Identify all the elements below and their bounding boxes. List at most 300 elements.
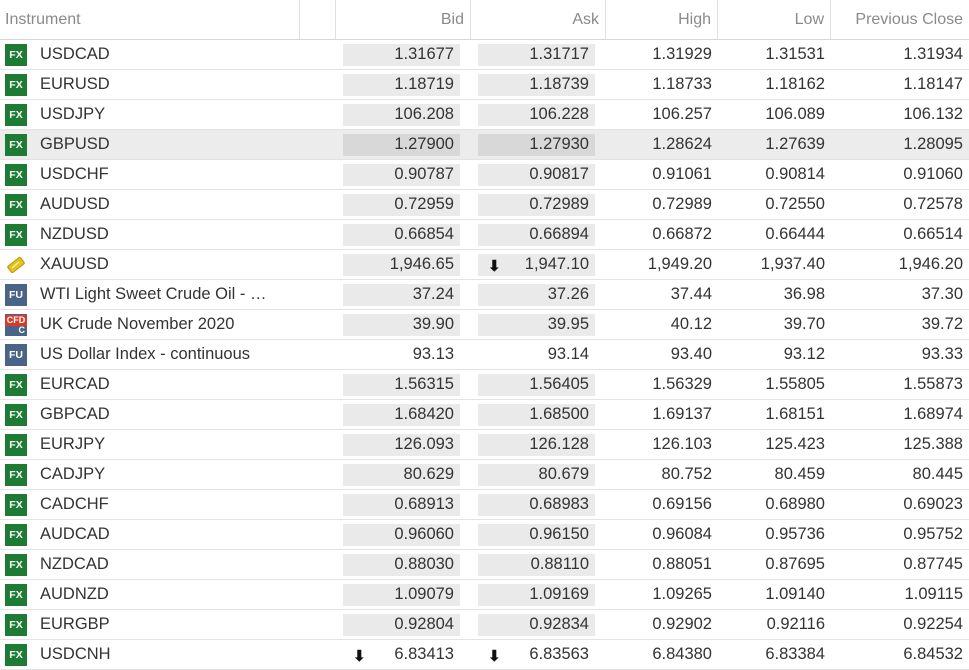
bid-price: 126.093: [394, 435, 454, 453]
bid-cell[interactable]: [336, 550, 471, 579]
bid-cell[interactable]: [336, 220, 471, 249]
instrument-name[interactable]: USDCAD: [40, 45, 110, 63]
high-cell: 126.103: [652, 435, 712, 453]
high-cell: 0.91061: [652, 165, 712, 183]
instrument-name[interactable]: WTI Light Sweet Crude Oil - …: [40, 285, 267, 303]
extra-cell: [300, 430, 336, 459]
high-cell: 106.257: [652, 105, 712, 123]
ask-price-box[interactable]: [478, 554, 595, 576]
high-cell: 0.72989: [652, 195, 712, 213]
table-row[interactable]: [0, 160, 969, 190]
table-row[interactable]: [0, 490, 969, 520]
table-row[interactable]: [0, 610, 969, 640]
ask-price: 39.95: [547, 315, 589, 333]
ask-cell[interactable]: [471, 280, 606, 309]
table-row[interactable]: [0, 400, 969, 430]
grid-header: [0, 0, 969, 40]
bid-cell[interactable]: [336, 190, 471, 219]
ask-price-box[interactable]: [478, 134, 595, 156]
extra-cell: [300, 220, 336, 249]
ask-cell[interactable]: [471, 40, 606, 69]
fx-type-icon: FX: [5, 164, 27, 186]
instrument-cell: [0, 340, 300, 369]
ask-price-box[interactable]: [478, 524, 595, 546]
extra-cell: [300, 280, 336, 309]
cfd-icon-sublabel: C: [18, 324, 25, 335]
table-row[interactable]: [0, 430, 969, 460]
instrument-cell: [0, 640, 300, 669]
bid-price: 1,946.65: [389, 255, 454, 273]
ask-price: 0.90817: [529, 165, 589, 183]
cfd-icon-label: CFD: [6, 314, 26, 325]
fx-type-icon: FX: [5, 644, 27, 666]
bid-cell[interactable]: [336, 460, 471, 489]
table-row[interactable]: [0, 340, 969, 370]
fx-type-icon: FX: [5, 524, 27, 546]
bid-price: 0.66854: [394, 225, 454, 243]
ask-price: 0.96150: [529, 525, 589, 543]
ask-cell[interactable]: [471, 160, 606, 189]
previous-close-cell: 0.66514: [903, 225, 963, 243]
ask-price-box[interactable]: [478, 164, 595, 186]
fx-type-icon: FX: [5, 554, 27, 576]
ask-price: 1,947.10: [524, 255, 589, 273]
bid-price-box[interactable]: [343, 614, 460, 636]
instrument-cell: [0, 220, 300, 249]
extra-cell: [300, 550, 336, 579]
instrument-cell: [0, 580, 300, 609]
ask-cell[interactable]: [471, 460, 606, 489]
extra-cell: [300, 250, 336, 279]
instrument-name[interactable]: GBPUSD: [40, 135, 110, 153]
previous-close-cell: 1.68974: [903, 405, 963, 423]
previous-close-cell: 93.33: [921, 345, 963, 363]
bid-cell[interactable]: [336, 640, 471, 669]
bid-cell[interactable]: [336, 100, 471, 129]
instrument-cell: [0, 40, 300, 69]
ask-price: 126.128: [529, 435, 589, 453]
previous-close-cell: 1.31934: [903, 45, 963, 63]
previous-close-cell: 37.30: [921, 285, 963, 303]
low-cell: 36.98: [783, 285, 825, 303]
extra-cell: [300, 340, 336, 369]
fx-type-icon: FX: [5, 494, 27, 516]
fx-type-icon: FX: [5, 194, 27, 216]
ask-cell[interactable]: [471, 100, 606, 129]
bid-price-box[interactable]: [343, 194, 460, 216]
previous-close-cell: 6.84532: [903, 645, 963, 663]
ask-price-box[interactable]: [478, 404, 595, 426]
ask-cell[interactable]: [471, 310, 606, 339]
instrument-name[interactable]: AUDNZD: [40, 585, 109, 603]
ask-cell[interactable]: [471, 250, 606, 279]
extra-cell: [300, 640, 336, 669]
column-header-previous-close[interactable]: Previous Close: [855, 10, 963, 28]
bid-price-box[interactable]: [343, 554, 460, 576]
fx-type-icon: FX: [5, 434, 27, 456]
high-cell: 1.18733: [652, 75, 712, 93]
table-row[interactable]: [0, 280, 969, 310]
ask-price-box[interactable]: [478, 644, 595, 666]
previous-close-cell: 0.91060: [903, 165, 963, 183]
previous-close-cell: 39.72: [921, 315, 963, 333]
ask-price: 93.14: [547, 345, 589, 363]
ask-price: 0.92834: [529, 615, 589, 633]
instrument-name[interactable]: UK Crude November 2020: [40, 315, 235, 333]
bid-cell[interactable]: [336, 400, 471, 429]
futures-type-icon: FU: [5, 344, 27, 366]
low-cell: 0.95736: [765, 525, 825, 543]
high-cell: 93.40: [670, 345, 712, 363]
high-cell: 1.28624: [652, 135, 712, 153]
bid-cell[interactable]: [336, 520, 471, 549]
bid-price: 0.88030: [394, 555, 454, 573]
low-cell: 1.68151: [765, 405, 825, 423]
table-row[interactable]: [0, 370, 969, 400]
instrument-name[interactable]: USDCNH: [40, 645, 111, 663]
bid-price-box[interactable]: [343, 434, 460, 456]
high-cell: 80.752: [661, 465, 712, 483]
ask-cell[interactable]: [471, 610, 606, 639]
bid-price: 1.31677: [394, 45, 454, 63]
grid-body: [0, 40, 969, 670]
bid-price: 80.629: [403, 465, 454, 483]
ask-price-box[interactable]: [478, 464, 595, 486]
bid-price-box[interactable]: [343, 74, 460, 96]
instrument-cell: [0, 190, 300, 219]
ask-price-box[interactable]: [478, 494, 595, 516]
previous-close-cell: 0.87745: [903, 555, 963, 573]
instrument-cell: [0, 460, 300, 489]
bid-price: 39.90: [412, 315, 454, 333]
fx-type-icon: FX: [5, 374, 27, 396]
ask-cell[interactable]: [471, 490, 606, 519]
ask-price-box[interactable]: [478, 614, 595, 636]
ask-price-box[interactable]: [478, 74, 595, 96]
instrument-cell: [0, 70, 300, 99]
bid-price-box[interactable]: [343, 374, 460, 396]
ask-price: 0.72989: [529, 195, 589, 213]
low-cell: 1.55805: [765, 375, 825, 393]
instrument-name[interactable]: NZDUSD: [40, 225, 109, 243]
instrument-name[interactable]: EURGBP: [40, 615, 110, 633]
previous-close-cell: 0.69023: [903, 495, 963, 513]
ask-price-box[interactable]: [478, 224, 595, 246]
fx-type-icon: FX: [5, 464, 27, 486]
arrow-down-icon: ⬇: [353, 647, 366, 665]
ask-cell[interactable]: [471, 130, 606, 159]
instrument-cell: [0, 310, 300, 339]
ask-price: 0.66894: [529, 225, 589, 243]
column-header-bid[interactable]: Bid: [336, 0, 471, 39]
bid-cell[interactable]: [336, 580, 471, 609]
arrow-down-icon: ⬇: [488, 647, 501, 665]
low-cell: 0.68980: [765, 495, 825, 513]
bid-price: 1.27900: [394, 135, 454, 153]
high-cell: 0.96084: [652, 525, 712, 543]
extra-cell: [300, 190, 336, 219]
bid-price-box[interactable]: [343, 404, 460, 426]
table-row[interactable]: [0, 100, 969, 130]
instrument-cell: [0, 130, 300, 159]
low-cell: 0.92116: [766, 615, 825, 633]
table-row[interactable]: [0, 580, 969, 610]
high-cell: 1,949.20: [647, 255, 712, 273]
extra-cell: [300, 160, 336, 189]
fx-type-icon: FX: [5, 104, 27, 126]
bid-price-box[interactable]: [343, 584, 460, 606]
ask-cell[interactable]: [471, 220, 606, 249]
instrument-cell: [0, 250, 300, 279]
bid-cell[interactable]: [336, 370, 471, 399]
instrument-cell: [0, 280, 300, 309]
ask-price: 1.18739: [529, 75, 589, 93]
instrument-name[interactable]: AUDCAD: [40, 525, 110, 543]
bid-price-box[interactable]: [343, 224, 460, 246]
instrument-cell: [0, 550, 300, 579]
ask-price: 0.88110: [530, 555, 589, 573]
bid-price-box[interactable]: [343, 44, 460, 66]
bid-price-box[interactable]: [343, 254, 460, 276]
bid-price-box[interactable]: [343, 134, 460, 156]
extra-cell: [300, 580, 336, 609]
ask-cell[interactable]: [471, 580, 606, 609]
low-cell: 1.18162: [765, 75, 825, 93]
extra-cell: [300, 460, 336, 489]
arrow-down-icon: ⬇: [488, 257, 501, 275]
bid-price-box[interactable]: [343, 314, 460, 336]
ask-cell[interactable]: [471, 400, 606, 429]
gold-bar-icon: [5, 254, 27, 276]
bid-price: 0.92804: [394, 615, 454, 633]
fx-type-icon: FX: [5, 44, 27, 66]
low-cell: 39.70: [783, 315, 825, 333]
ask-price: 1.31717: [529, 45, 589, 63]
fx-type-icon: FX: [5, 614, 27, 636]
extra-cell: [300, 490, 336, 519]
extra-cell: [300, 400, 336, 429]
instrument-name[interactable]: CADJPY: [40, 465, 106, 483]
bid-cell[interactable]: [336, 250, 471, 279]
low-cell: 0.90814: [765, 165, 825, 183]
high-cell: 1.69137: [652, 405, 712, 423]
bid-cell[interactable]: [336, 430, 471, 459]
high-cell: 0.92902: [652, 615, 712, 633]
bid-price-box[interactable]: [343, 344, 460, 366]
instrument-cell: [0, 400, 300, 429]
fx-type-icon: FX: [5, 224, 27, 246]
previous-close-cell: 1.09115: [904, 585, 963, 603]
bid-price: 0.90787: [394, 165, 454, 183]
low-cell: 0.72550: [765, 195, 825, 213]
ask-price: 0.68983: [529, 495, 589, 513]
low-cell: 125.423: [765, 435, 825, 453]
table-row[interactable]: [0, 130, 969, 160]
low-cell: 1.09140: [765, 585, 825, 603]
extra-cell: [300, 370, 336, 399]
ask-price-box[interactable]: [478, 44, 595, 66]
previous-close-cell: 1,946.20: [898, 255, 963, 273]
low-cell: 1.27639: [765, 135, 825, 153]
previous-close-cell: 0.95752: [903, 525, 963, 543]
ask-price-box[interactable]: [478, 374, 595, 396]
ask-cell[interactable]: [471, 70, 606, 99]
instrument-cell: [0, 610, 300, 639]
table-row[interactable]: [0, 40, 969, 70]
extra-cell: [300, 310, 336, 339]
instrument-name[interactable]: USDJPY: [40, 105, 106, 123]
bid-cell[interactable]: [336, 160, 471, 189]
ask-cell[interactable]: [471, 370, 606, 399]
high-cell: 0.88051: [652, 555, 712, 573]
bid-price: 1.68420: [394, 405, 454, 423]
extra-cell: [300, 40, 336, 69]
fx-type-icon: FX: [5, 74, 27, 96]
instrument-name[interactable]: EURCAD: [40, 375, 110, 393]
ask-cell[interactable]: [471, 550, 606, 579]
extra-cell: [300, 70, 336, 99]
ask-price: 1.27930: [529, 135, 589, 153]
low-cell: 106.089: [765, 105, 825, 123]
ask-price-box[interactable]: [478, 434, 595, 456]
futures-type-icon: FU: [5, 284, 27, 306]
table-row[interactable]: [0, 190, 969, 220]
ask-price: 106.228: [529, 105, 589, 123]
instrument-name[interactable]: NZDCAD: [40, 555, 109, 573]
instrument-cell: [0, 430, 300, 459]
bid-price: 106.208: [394, 105, 454, 123]
ask-cell[interactable]: [471, 190, 606, 219]
instrument-cell: [0, 160, 300, 189]
ask-price-box[interactable]: [478, 284, 595, 306]
ask-cell[interactable]: [471, 430, 606, 459]
ask-price: 1.09169: [529, 585, 589, 603]
previous-close-cell: 1.28095: [903, 135, 963, 153]
previous-close-cell: 0.72578: [903, 195, 963, 213]
high-cell: 40.12: [670, 315, 712, 333]
bid-price: 1.09079: [394, 585, 454, 603]
ask-price-box[interactable]: [478, 194, 595, 216]
fx-type-icon: FX: [5, 584, 27, 606]
bid-price: 93.13: [412, 345, 454, 363]
low-cell: 1.31531: [765, 45, 825, 63]
bid-price-box[interactable]: [343, 644, 460, 666]
bid-price-box[interactable]: [343, 464, 460, 486]
ask-cell[interactable]: [471, 520, 606, 549]
ask-price-box[interactable]: [478, 344, 595, 366]
instrument-name[interactable]: EURJPY: [40, 435, 106, 453]
instrument-name[interactable]: US Dollar Index - continuous: [40, 345, 251, 363]
instrument-name[interactable]: CADCHF: [40, 495, 109, 513]
bid-cell[interactable]: [336, 280, 471, 309]
high-cell: 1.09265: [652, 585, 712, 603]
low-cell: 0.87695: [765, 555, 825, 573]
table-row[interactable]: [0, 550, 969, 580]
ask-price: 6.83563: [529, 645, 589, 663]
ask-price-box[interactable]: [478, 104, 595, 126]
high-cell: 37.44: [670, 285, 712, 303]
bid-price: 6.83413: [394, 645, 454, 663]
bid-price-box[interactable]: [343, 164, 460, 186]
bid-cell[interactable]: [336, 310, 471, 339]
previous-close-cell: 1.18147: [903, 75, 963, 93]
low-cell: 1,937.40: [760, 255, 825, 273]
table-row[interactable]: [0, 310, 969, 340]
bid-cell[interactable]: [336, 70, 471, 99]
instrument-cell: [0, 520, 300, 549]
previous-close-cell: 80.445: [912, 465, 963, 483]
instrument-name[interactable]: GBPCAD: [40, 405, 110, 423]
extra-cell: [300, 130, 336, 159]
bid-price: 37.24: [412, 285, 454, 303]
column-header-ask[interactable]: Ask: [471, 0, 606, 39]
bid-price-box[interactable]: [343, 494, 460, 516]
instrument-name[interactable]: USDCHF: [40, 165, 109, 183]
bid-cell[interactable]: [336, 340, 471, 369]
bid-price: 1.56315: [394, 375, 454, 393]
table-row[interactable]: [0, 520, 969, 550]
cfd-type-icon: [5, 314, 27, 336]
instrument-name[interactable]: AUDUSD: [40, 195, 110, 213]
ask-cell[interactable]: [471, 340, 606, 369]
high-cell: 1.56329: [652, 375, 712, 393]
high-cell: 0.69156: [652, 495, 712, 513]
table-row[interactable]: [0, 250, 969, 280]
extra-cell: [300, 100, 336, 129]
instrument-name[interactable]: XAUUSD: [40, 255, 109, 273]
bid-price-box[interactable]: [343, 524, 460, 546]
table-row[interactable]: [0, 460, 969, 490]
bid-cell[interactable]: [336, 130, 471, 159]
bid-cell[interactable]: [336, 490, 471, 519]
bid-cell[interactable]: [336, 610, 471, 639]
bid-cell[interactable]: [336, 40, 471, 69]
ask-price-box[interactable]: [478, 254, 595, 276]
table-row[interactable]: [0, 70, 969, 100]
column-header-instrument[interactable]: Instrument: [0, 0, 300, 39]
ask-cell[interactable]: [471, 640, 606, 669]
bid-price: 1.18719: [394, 75, 454, 93]
fx-type-icon: FX: [5, 404, 27, 426]
high-cell: 0.66872: [652, 225, 712, 243]
instrument-name[interactable]: EURUSD: [40, 75, 110, 93]
low-cell: 6.83384: [765, 645, 825, 663]
low-cell: 80.459: [774, 465, 825, 483]
instrument-cell: [0, 100, 300, 129]
instrument-cell: [0, 370, 300, 399]
high-cell: 6.84380: [652, 645, 712, 663]
low-cell: 0.66444: [765, 225, 825, 243]
extra-cell: [300, 520, 336, 549]
low-cell: 93.12: [783, 345, 825, 363]
instrument-cell: [0, 490, 300, 519]
previous-close-cell: 1.55873: [903, 375, 963, 393]
ask-price: 37.26: [547, 285, 589, 303]
ask-price-box[interactable]: [478, 314, 595, 336]
bid-price: 0.68913: [394, 495, 454, 513]
bid-price-box[interactable]: [343, 284, 460, 306]
previous-close-cell: 125.388: [903, 435, 963, 453]
ask-price-box[interactable]: [478, 584, 595, 606]
bid-price-box[interactable]: [343, 104, 460, 126]
table-row[interactable]: [0, 220, 969, 250]
column-header-high[interactable]: High: [606, 0, 718, 39]
high-cell: 1.31929: [652, 45, 712, 63]
column-header-extra[interactable]: [300, 0, 336, 39]
column-header-low[interactable]: Low: [718, 0, 831, 39]
bid-price: 0.96060: [394, 525, 454, 543]
ask-price: 1.68500: [529, 405, 589, 423]
